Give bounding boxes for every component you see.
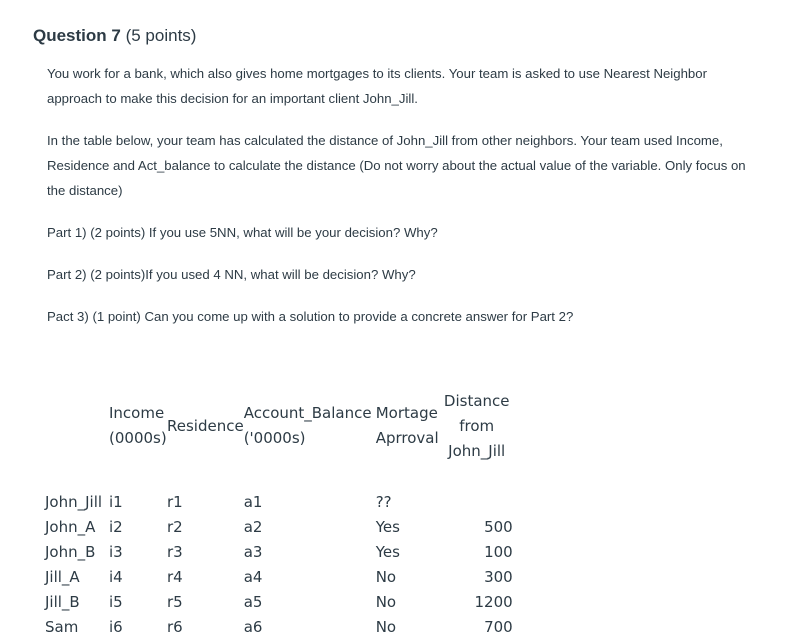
cell-distance: 100 xyxy=(484,542,513,561)
cell-balance: a3 xyxy=(243,542,263,561)
part-2-question: Part 2) (2 points)If you used 4 NN, what will be decision? Why? xyxy=(47,267,416,282)
cell-distance: 700 xyxy=(484,617,513,636)
header-distance-line-1: Distance xyxy=(443,391,510,410)
cell-residence: r5 xyxy=(167,592,183,611)
table-row xyxy=(45,564,513,589)
header-income-line-1: Income xyxy=(109,404,165,422)
header-mortgage-approval xyxy=(376,388,441,464)
header-income xyxy=(109,388,167,464)
cell-distance: 300 xyxy=(484,567,513,586)
header-mortgage-line-1: Mortage xyxy=(375,404,438,422)
question-points: (5 points) xyxy=(125,26,197,45)
table-row xyxy=(45,614,513,639)
cell-name: Jill_A xyxy=(45,567,80,586)
cell-name: Sam xyxy=(45,617,79,636)
cell-balance: a4 xyxy=(243,567,263,586)
header-income-line-2: (0000s) xyxy=(109,429,167,447)
cell-residence: r3 xyxy=(167,542,183,561)
cell-distance: 500 xyxy=(484,517,513,536)
cell-approval: No xyxy=(375,617,397,636)
cell-approval: No xyxy=(375,567,397,586)
cell-residence: r2 xyxy=(167,517,183,536)
header-mortgage-line-2: Aprroval xyxy=(375,429,439,447)
question-title xyxy=(33,26,196,46)
cell-balance: a2 xyxy=(243,517,263,536)
intro-paragraph: You work for a bank, which also gives home mortgages to its clients. Your team is asked to use Nearest Neighbor approach to make this decision for an important client John_Jill. xyxy=(47,66,707,106)
neighbors-table xyxy=(45,388,513,639)
cell-residence: r1 xyxy=(167,492,183,511)
cell-name: Jill_B xyxy=(45,592,80,611)
cell-approval: Yes xyxy=(375,517,400,536)
cell-balance: a1 xyxy=(243,492,263,511)
cell-approval: Yes xyxy=(375,542,400,561)
cell-approval: ?? xyxy=(375,492,392,511)
question-number: Question 7 xyxy=(33,26,121,45)
cell-residence: r6 xyxy=(167,617,183,636)
header-distance xyxy=(441,388,513,464)
cell-income: i2 xyxy=(109,517,123,536)
header-name xyxy=(45,388,109,464)
cell-distance: 1200 xyxy=(474,592,513,611)
cell-approval: No xyxy=(375,592,397,611)
header-residence: Residence xyxy=(167,417,244,435)
cell-name: John_Jill xyxy=(45,492,103,511)
cell-balance: a6 xyxy=(243,617,263,636)
table-description-paragraph: In the table below, your team has calculated the distance of John_Jill from other neighbors. Your team used Income, Residence and Act_balance to calculate the distance (Do not worry about the actual value of the variable. Only focus on the distance) xyxy=(47,133,746,198)
cell-name: John_B xyxy=(45,542,96,561)
cell-income: i3 xyxy=(109,542,123,561)
header-account-balance-line-2: ('0000s) xyxy=(243,429,306,447)
cell-income: i6 xyxy=(109,617,123,636)
cell-name: John_A xyxy=(45,517,96,536)
header-distance-line-2: from xyxy=(459,416,495,435)
header-account-balance-line-1: Account_Balance xyxy=(243,404,372,422)
part-1-question: Part 1) (2 points) If you use 5NN, what will be your decision? Why? xyxy=(47,225,438,240)
cell-residence: r4 xyxy=(167,567,183,586)
cell-income: i4 xyxy=(109,567,123,586)
cell-distance xyxy=(441,489,513,514)
table-row xyxy=(45,539,513,564)
table-header-row xyxy=(45,388,513,464)
table-row xyxy=(45,589,513,614)
table-row xyxy=(45,489,513,514)
part-3-question: Pact 3) (1 point) Can you come up with a solution to provide a concrete answer for Part 2? xyxy=(47,309,574,324)
cell-income: i5 xyxy=(109,592,123,611)
cell-income: i1 xyxy=(109,492,123,511)
header-distance-line-3: John_Jill xyxy=(448,441,506,460)
cell-balance: a5 xyxy=(243,592,263,611)
header-account-balance xyxy=(244,388,376,464)
table-row xyxy=(45,514,513,539)
